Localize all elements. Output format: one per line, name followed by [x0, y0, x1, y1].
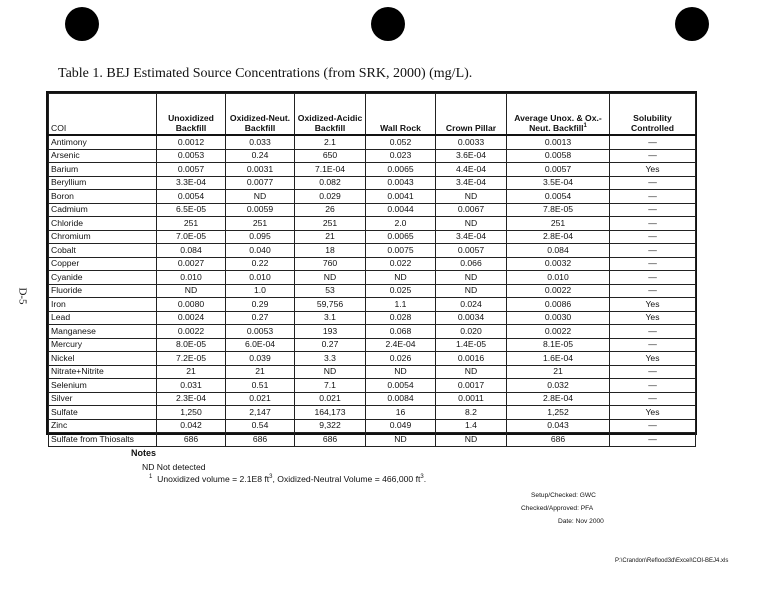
table-cell: 0.024 — [436, 298, 507, 312]
table-cell: 21 — [226, 365, 295, 379]
table-cell: 0.0086 — [507, 298, 610, 312]
table-cell: 650 — [295, 149, 366, 163]
coi-name-cell: Manganese — [49, 325, 157, 339]
table-cell: 0.51 — [226, 379, 295, 393]
table-cell: 2.4E-04 — [366, 338, 436, 352]
table-row — [49, 244, 696, 258]
table-row — [49, 352, 696, 366]
table-row — [49, 325, 696, 339]
table-cell: 8.0E-05 — [157, 338, 226, 352]
table-cell: 0.021 — [295, 392, 366, 406]
table-cell: ND — [226, 190, 295, 204]
table-cell: 0.0058 — [507, 149, 610, 163]
table-cell: — — [610, 230, 696, 244]
table-cell: 0.0084 — [366, 392, 436, 406]
header-wall-rock: Wall Rock — [366, 94, 436, 136]
table-row — [49, 379, 696, 393]
table-cell: — — [610, 217, 696, 231]
table-cell: 7.8E-05 — [507, 203, 610, 217]
table-cell: — — [610, 176, 696, 190]
table-cell: 3.5E-04 — [507, 176, 610, 190]
binder-hole-left — [65, 7, 99, 41]
table-cell: 0.0044 — [366, 203, 436, 217]
table-cell: 2.8E-04 — [507, 392, 610, 406]
table-cell: 686 — [157, 433, 226, 447]
table-cell: 0.010 — [157, 271, 226, 285]
table-cell: 0.010 — [226, 271, 295, 285]
coi-name-cell: Cadmium — [49, 203, 157, 217]
table-cell: ND — [436, 433, 507, 447]
table-cell: 1,250 — [157, 406, 226, 420]
table-cell: 18 — [295, 244, 366, 258]
table-cell: 0.0022 — [507, 325, 610, 339]
table-cell: 251 — [507, 217, 610, 231]
table-cell: Yes — [610, 311, 696, 325]
nd-note: ND Not detected — [142, 462, 206, 472]
table-cell: Yes — [610, 406, 696, 420]
table-cell: 0.0054 — [507, 190, 610, 204]
table-cell: ND — [157, 284, 226, 298]
table-cell: 0.039 — [226, 352, 295, 366]
table-cell: 21 — [295, 230, 366, 244]
table-cell: 0.0075 — [366, 244, 436, 258]
table-cell: — — [610, 379, 696, 393]
table-cell: 0.0057 — [507, 163, 610, 177]
table-cell: — — [610, 365, 696, 379]
table-cell: 1.6E-04 — [507, 352, 610, 366]
concentration-table — [48, 93, 696, 447]
table-cell: — — [610, 203, 696, 217]
table-cell: 0.0033 — [436, 135, 507, 149]
table-row — [49, 392, 696, 406]
checked-approved-label: Checked/Approved: PFA — [521, 505, 594, 512]
table-cell: 2,147 — [226, 406, 295, 420]
table-cell: 0.084 — [507, 244, 610, 258]
setup-checked-label: Setup/Checked: GWC — [531, 492, 596, 499]
table-cell: — — [610, 244, 696, 258]
coi-name-cell: Lead — [49, 311, 157, 325]
table-cell: 0.0024 — [157, 311, 226, 325]
table-cell: 0.54 — [226, 419, 295, 433]
coi-name-cell: Selenium — [49, 379, 157, 393]
table-cell: Yes — [610, 298, 696, 312]
table-cell: ND — [366, 433, 436, 447]
table-cell: 686 — [226, 433, 295, 447]
header-coi: COI — [49, 94, 157, 136]
table-cell: 0.0017 — [436, 379, 507, 393]
coi-name-cell: Zinc — [49, 419, 157, 433]
coi-name-cell: Cobalt — [49, 244, 157, 258]
table-cell: 0.095 — [226, 230, 295, 244]
table-cell: — — [610, 190, 696, 204]
table-cell: 0.022 — [366, 257, 436, 271]
table-row — [49, 149, 696, 163]
table-cell: 251 — [157, 217, 226, 231]
table-cell: 0.042 — [157, 419, 226, 433]
table-cell: 0.27 — [226, 311, 295, 325]
table-row — [49, 419, 696, 433]
table-cell: ND — [366, 365, 436, 379]
table-cell: 0.0059 — [226, 203, 295, 217]
table-cell: — — [610, 257, 696, 271]
header-oxidized-neut-backfill: Oxidized-Neut. Backfill — [226, 94, 295, 136]
table-cell: 0.023 — [366, 149, 436, 163]
table-cell: 3.3E-04 — [157, 176, 226, 190]
table-cell: ND — [436, 190, 507, 204]
table-row — [49, 311, 696, 325]
table-cell: 0.0057 — [436, 244, 507, 258]
table-cell: — — [610, 392, 696, 406]
table-row — [49, 163, 696, 177]
table-cell: — — [610, 271, 696, 285]
table-cell: — — [610, 284, 696, 298]
table-cell: 164,173 — [295, 406, 366, 420]
table-cell: 26 — [295, 203, 366, 217]
table-cell: 0.0012 — [157, 135, 226, 149]
table-cell: 0.0053 — [157, 149, 226, 163]
table-cell: 0.0034 — [436, 311, 507, 325]
table-row — [49, 271, 696, 285]
table-cell: 0.0054 — [366, 379, 436, 393]
table-row — [49, 135, 696, 149]
table-cell: 0.24 — [226, 149, 295, 163]
header-unoxidized-backfill: Unoxidized Backfill — [157, 94, 226, 136]
table-row — [49, 338, 696, 352]
table-cell: 3.4E-04 — [436, 176, 507, 190]
table-row — [49, 433, 696, 447]
table-cell: 686 — [295, 433, 366, 447]
table-cell: 686 — [507, 433, 610, 447]
table-cell: 0.0027 — [157, 257, 226, 271]
table-cell: ND — [366, 271, 436, 285]
table-cell: 3.3 — [295, 352, 366, 366]
table-cell: 9,322 — [295, 419, 366, 433]
table-cell: 0.052 — [366, 135, 436, 149]
table-cell: 0.028 — [366, 311, 436, 325]
coi-name-cell: Nitrate+Nitrite — [49, 365, 157, 379]
header-oxidized-acidic-backfill: Oxidized-Acidic Backfill — [295, 94, 366, 136]
table-cell: 7.2E-05 — [157, 352, 226, 366]
table-cell: 0.025 — [366, 284, 436, 298]
table-cell: 0.026 — [366, 352, 436, 366]
table-cell: 0.040 — [226, 244, 295, 258]
table-cell: — — [610, 338, 696, 352]
table-row — [49, 257, 696, 271]
table-cell: 0.27 — [295, 338, 366, 352]
table-body — [49, 135, 696, 446]
table-cell: — — [610, 433, 696, 447]
table-cell: 0.021 — [226, 392, 295, 406]
table-cell: 3.4E-04 — [436, 230, 507, 244]
table-cell: 1,252 — [507, 406, 610, 420]
table-cell: — — [610, 149, 696, 163]
table-cell: 2.8E-04 — [507, 230, 610, 244]
table-cell: 0.0030 — [507, 311, 610, 325]
table-row — [49, 284, 696, 298]
table-cell: 0.0057 — [157, 163, 226, 177]
table-row — [49, 217, 696, 231]
table-cell: ND — [436, 271, 507, 285]
table-cell: — — [610, 325, 696, 339]
table-row — [49, 298, 696, 312]
table-cell: 0.0067 — [436, 203, 507, 217]
table-cell: 251 — [226, 217, 295, 231]
table-cell: 53 — [295, 284, 366, 298]
table-cell: 6.0E-04 — [226, 338, 295, 352]
table-cell: 0.068 — [366, 325, 436, 339]
table-cell: ND — [436, 365, 507, 379]
table-cell: 0.0043 — [366, 176, 436, 190]
table-cell: 0.0041 — [366, 190, 436, 204]
table-cell: 0.043 — [507, 419, 610, 433]
volume-footnote: $^1$ Unoxidized volume = 2.1E8 $ft^3$, Oxidized-Neutral Volume = 466,000 $ft^3$. — [149, 474, 427, 484]
table-cell: 4.4E-04 — [436, 163, 507, 177]
table-row — [49, 365, 696, 379]
binder-hole-center — [371, 7, 405, 41]
coi-name-cell: Sulfate — [49, 406, 157, 420]
table-cell: 0.0022 — [157, 325, 226, 339]
table-cell: 0.29 — [226, 298, 295, 312]
coi-name-cell: Mercury — [49, 338, 157, 352]
table-row — [49, 230, 696, 244]
table-cell: 2.0 — [366, 217, 436, 231]
table-cell: 3.1 — [295, 311, 366, 325]
table-cell: 1.4 — [436, 419, 507, 433]
table-row — [49, 203, 696, 217]
table-cell: 7.0E-05 — [157, 230, 226, 244]
table-cell: 21 — [157, 365, 226, 379]
table-cell: 16 — [366, 406, 436, 420]
table-cell: 7.1E-04 — [295, 163, 366, 177]
table-cell: 0.084 — [157, 244, 226, 258]
table-row — [49, 176, 696, 190]
coi-name-cell: Cyanide — [49, 271, 157, 285]
table-cell: 0.033 — [226, 135, 295, 149]
table-cell: 0.066 — [436, 257, 507, 271]
table-cell: 1.4E-05 — [436, 338, 507, 352]
coi-name-cell: Chromium — [49, 230, 157, 244]
table-cell: 0.0016 — [436, 352, 507, 366]
table-cell: 0.029 — [295, 190, 366, 204]
coi-name-cell: Copper — [49, 257, 157, 271]
table-cell: 0.0032 — [507, 257, 610, 271]
table-cell: 193 — [295, 325, 366, 339]
table-row — [49, 190, 696, 204]
table-cell: 0.0011 — [436, 392, 507, 406]
table-cell: 0.0053 — [226, 325, 295, 339]
table-cell: 7.1 — [295, 379, 366, 393]
table-cell: 0.0013 — [507, 135, 610, 149]
table-cell: 21 — [507, 365, 610, 379]
page-number-label: D-5 — [16, 287, 29, 305]
file-path-label: P:\Crandon\Reflood3d\Excel\COI-BEJ4.xls — [615, 558, 729, 564]
binder-hole-right — [675, 7, 709, 41]
table-cell: 0.020 — [436, 325, 507, 339]
coi-name-cell: Antimony — [49, 135, 157, 149]
table-cell: 251 — [295, 217, 366, 231]
notes-heading: Notes — [131, 448, 157, 458]
table-cell: ND — [436, 217, 507, 231]
table-cell: 760 — [295, 257, 366, 271]
table-cell: 8.2 — [436, 406, 507, 420]
table-cell: 8.1E-05 — [507, 338, 610, 352]
coi-name-cell: Arsenic — [49, 149, 157, 163]
coi-name-cell: Sulfate from Thiosalts — [49, 433, 157, 447]
table-cell: ND — [295, 365, 366, 379]
table-cell: — — [610, 135, 696, 149]
header-solubility-controlled: Solubility Controlled — [610, 94, 696, 136]
table-cell: 0.0031 — [226, 163, 295, 177]
coi-name-cell: Beryllium — [49, 176, 157, 190]
table-cell: 2.1 — [295, 135, 366, 149]
table-row — [49, 406, 696, 420]
table-cell: 6.5E-05 — [157, 203, 226, 217]
table-cell: 1.0 — [226, 284, 295, 298]
table-cell: 59,756 — [295, 298, 366, 312]
table-cell: 2.3E-04 — [157, 392, 226, 406]
table-cell: 0.032 — [507, 379, 610, 393]
table-cell: 0.0022 — [507, 284, 610, 298]
table-cell: 0.0077 — [226, 176, 295, 190]
table-header-row — [49, 94, 696, 136]
header-crown-pillar: Crown Pillar — [436, 94, 507, 136]
table-cell: 0.010 — [507, 271, 610, 285]
coi-name-cell: Nickel — [49, 352, 157, 366]
table-cell: Yes — [610, 163, 696, 177]
coi-name-cell: Boron — [49, 190, 157, 204]
coi-name-cell: Chloride — [49, 217, 157, 231]
table-cell: 0.0065 — [366, 163, 436, 177]
table-cell: ND — [436, 284, 507, 298]
table-cell: 0.0065 — [366, 230, 436, 244]
header-average-backfill: Average Unox. & Ox.-Neut. Backfill$^1$ — [507, 94, 610, 136]
coi-name-cell: Silver — [49, 392, 157, 406]
table-cell: 0.031 — [157, 379, 226, 393]
table-cell: ND — [295, 271, 366, 285]
table-cell: 0.0080 — [157, 298, 226, 312]
coi-name-cell: Iron — [49, 298, 157, 312]
table-cell: 0.049 — [366, 419, 436, 433]
table-cell: 0.22 — [226, 257, 295, 271]
table-cell: Yes — [610, 352, 696, 366]
date-label: Date: Nov 2000 — [558, 518, 604, 525]
table-cell: 0.0054 — [157, 190, 226, 204]
table-title: Table 1. BEJ Estimated Source Concentrations (from SRK, 2000) (mg/L). — [58, 66, 473, 81]
coi-name-cell: Fluoride — [49, 284, 157, 298]
coi-name-cell: Barium — [49, 163, 157, 177]
table-cell: 1.1 — [366, 298, 436, 312]
table-cell: 0.082 — [295, 176, 366, 190]
table-cell: 3.6E-04 — [436, 149, 507, 163]
table-cell: — — [610, 419, 696, 433]
